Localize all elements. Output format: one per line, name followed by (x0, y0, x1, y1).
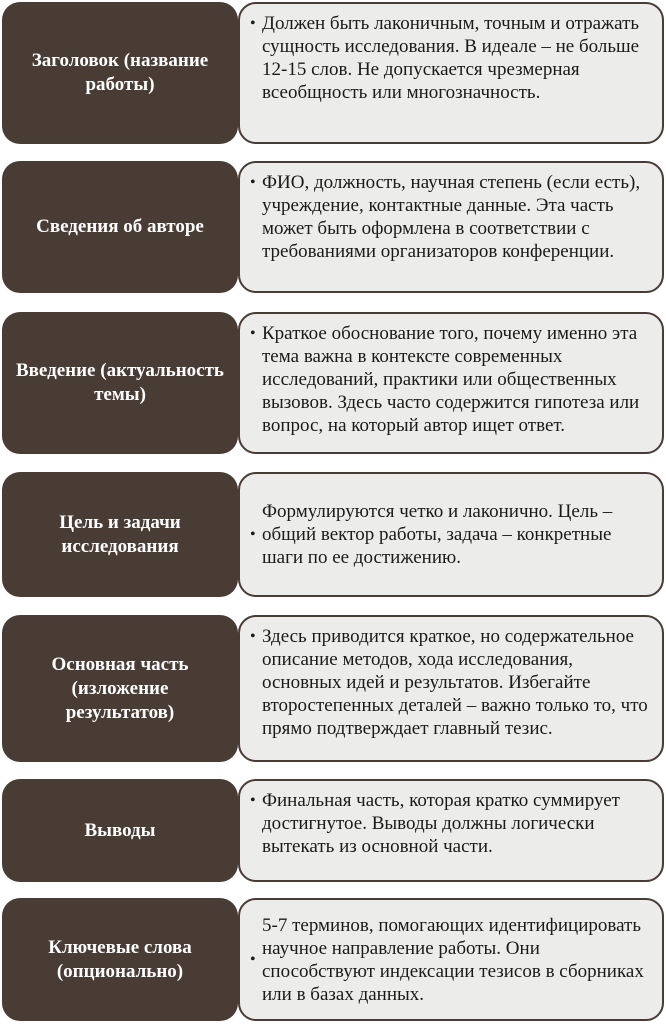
bullet-icon: • (250, 526, 256, 543)
row-goals (2, 472, 664, 597)
row-introduction (2, 312, 664, 454)
description-box (238, 898, 664, 1021)
description-text: Краткое обоснование того, почему именно эта тема важна в контексте современных исследований, практики или общественных вызовов. Здесь часто содержится гипотеза или вопрос, на который автор ищет ответ. (262, 323, 640, 436)
section-label-box (2, 615, 238, 762)
section-label-box (2, 472, 238, 597)
bullet-icon: • (250, 174, 256, 191)
description-box (238, 161, 664, 293)
description-text: Должен быть лаконичным, точным и отражать сущность исследования. В идеале – не больше 12-15 слов. Не допускается чрезмерная всеобщность или многозначность. (262, 13, 640, 103)
description-text: ФИО, должность, научная степень (если есть), учреждение, контактные данные. Эта часть может быть оформлена в соответствии с требованиями организаторов конференции. (262, 172, 641, 262)
description-box (238, 472, 664, 597)
bullet-icon: • (250, 792, 256, 809)
section-label-box (2, 2, 238, 144)
description-box (238, 2, 664, 144)
section-label: Сведения об авторе (36, 216, 204, 237)
description-text: Формулируются четко и лаконично. Цель – общий вектор работы, задача – конкретные шаги по ее достижению. (262, 501, 613, 568)
description-text: Здесь приводится краткое, но содержательное описание методов, хода исследования, основных идей и результатов. Избегайте второстепенных деталей – важно только то, что прямо подтверждает главный тезис. (262, 626, 648, 739)
section-label: Основная часть (изложение результатов) (51, 653, 189, 723)
section-label-box (2, 898, 238, 1021)
description-box (238, 312, 664, 454)
description-box (238, 779, 664, 882)
section-label-box (2, 161, 238, 293)
row-keywords (2, 898, 664, 1021)
section-label: Цель и задачи исследования (59, 511, 181, 557)
section-label: Введение (актуальность темы) (16, 360, 224, 405)
row-title (2, 2, 664, 144)
bullet-icon: • (250, 951, 256, 968)
description-text: 5-7 терминов, помогающих идентифицировать научное направление работы. Они способствуют индексации тезисов в сборниках или в базах данных. (262, 914, 644, 1005)
description-box (238, 615, 664, 762)
section-label-box (2, 312, 238, 454)
section-label: Выводы (84, 819, 156, 841)
description-text: Финальная часть, которая кратко суммирует достигнутое. Выводы должны логически вытекать из основной части. (262, 790, 620, 857)
bullet-icon: • (250, 628, 256, 645)
section-label-box (2, 779, 238, 882)
row-main-part (2, 615, 664, 762)
section-label: Ключевые слова (опционально) (48, 936, 192, 982)
row-conclusions (2, 779, 664, 882)
section-label: Заголовок (название работы) (31, 50, 209, 95)
bullet-icon: • (250, 15, 256, 32)
bullet-icon: • (250, 325, 256, 342)
row-author (2, 161, 664, 293)
